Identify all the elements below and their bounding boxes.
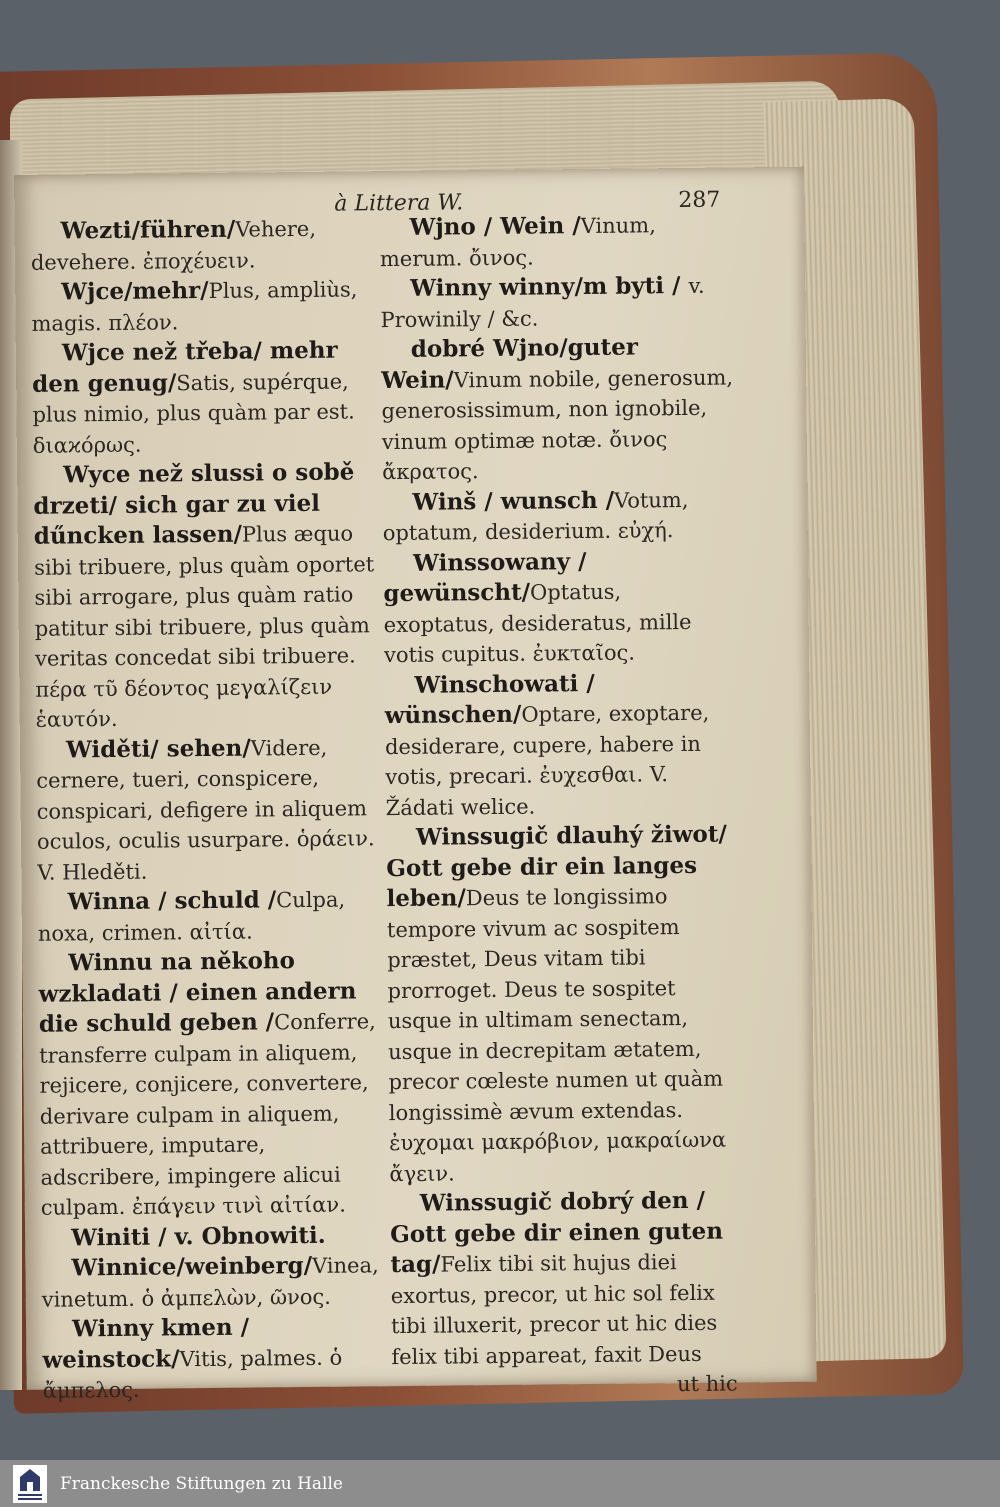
dictionary-entry [33,457,381,735]
dictionary-entry [386,819,742,1189]
dictionary-entry [379,209,732,274]
entry-text: Vinum nobile, generosum, generosissimum, non ignobile, vinum optimæ notæ. ὄινος ἄκρατος. [381,364,734,485]
dictionary-entry [36,732,383,888]
dictionary-entry [380,270,733,335]
institution-footer [0,1460,1000,1507]
headword: Wjno / Wein / [409,212,581,241]
headword: Winna / schuld / [67,886,277,916]
entry-text: Vinea, vinetum. ὁ ἀμπελὼν, ῶνος. [41,1253,379,1312]
headword: Wyce než slussi o sobě drzeti/ sich gar zu viel dűncken lassen/ [33,458,355,550]
headword: Wjce/mehr/ [61,276,209,306]
left-column [30,213,387,1406]
entry-text: Vehere, devehere. ἐποχέυειν. [30,216,317,275]
headword: Winny kmen / weinstock/ [42,1313,250,1374]
dictionary-entry [382,484,735,549]
dictionary-entry [42,1311,388,1406]
headword: Winssowany / gewünscht/ [383,547,587,608]
entry-text: Videre, cernere, tueri, conspicere, conspicari, defigere in aliquem oculos, oculis usurpare. ὁράειν. V. Hleděti. [36,735,375,885]
dictionary-entry [32,335,378,461]
entry-text: Vinum, merum. ὄινος. [379,213,656,271]
dictionary-entry [31,274,377,339]
headword: Winš / wunsch / [412,486,615,516]
entry-text: Votum, optatum, desiderium. εὐχή. [382,487,689,546]
book-page [14,167,817,1403]
entry-text: Felix tibi sit hujus diei exortus, precor, ut hic sol felix tibi illuxerit, precor ut hic dies felix tibi appareat, faxit Deus [390,1250,718,1369]
dictionary-entry [30,213,376,278]
dictionary-entry [381,331,735,487]
entry-text: Deus te longissimo tempore vivum ac sospitem præstet, Deus vitam tibi prorroget. Deus te sospitet usque in ultimam senectam, usque in decrepitam ætatem, precor cœleste numen ut quàm longissimè ævum extendas. ἐυχομαι μακρόβιον, μακραίωνα ἄγειν. [386,884,727,1186]
page-number: 287 [678,187,721,214]
entry-text: Plus, ampliùs, magis. πλέον. [31,277,358,336]
headword: Wezti/führen/ [60,215,236,245]
headword: Winschowati / wünschen/ [384,669,595,730]
headword: dobré Wjno/guter Wein/ [381,333,639,394]
entry-text: Conferre, transferre culpam in aliquem, rejicere, conjicere, convertere, derivare culpam in aliquem, attribuere, imputare, adscribere, impingere alicui culpam. ἐπάγειν τινὶ αἰτίαν. [39,1009,376,1220]
catchword: ut hic [676,1371,738,1397]
headword: Wjce než třeba/ mehr den genug/ [32,336,338,398]
institution-name: Franckesche Stiftungen zu Halle [60,1473,343,1494]
entry-text: Culpa, noxa, crimen. αἰτία. [37,887,346,946]
entry-text: Satis, supérque, plus nimio, plus quàm par est. διαϰόρως. [32,369,355,458]
entry-text: Vitis, palmes. ὁ ἄμπελος. [42,1345,343,1403]
headword: Widěti/ sehen/ [65,734,251,763]
headword: Winnu na někoho wzkladati / einen andern die schuld geben / [38,947,357,1038]
dictionary-entry [41,1250,387,1315]
headword: Winssugič dobrý den / Gott gebe dir einen guten tag/ [389,1186,724,1279]
headword: Winiti / v. Obnowiti. [70,1221,326,1251]
headword: Winny winny/m byti / [410,271,689,302]
entry-text: Optare, exoptare, desiderare, cupere, habere in votis, precari. ἐυχεσθαι. V. Žádati welice. [384,700,710,820]
dictionary-entry [384,667,738,823]
headword: Winssugič dlauhý žiwot/ Gott gebe dir ein langes leben/ [386,820,727,913]
entry-text: Optatus, exoptatus, desideratus, mille votis cupitus. ἐυκταῖος. [383,579,692,668]
dictionary-entry [390,1185,744,1372]
institution-logo-icon [10,1464,50,1504]
dictionary-entry [37,884,383,949]
entry-text: v. Prowinily / &c. [380,273,705,332]
dictionary-entry [41,1220,386,1254]
entry-text: Plus æquo sibi tribuere, plus quàm oportet sibi arrogare, plus quàm ratio patitur sibi tribuere, plus quàm veritas concedat sibi tribuere. πέρα τῦ δέοντος μεγαλίζειν ἑαυτόν. [33,521,375,732]
running-title: à Littera W. [334,190,464,217]
dictionary-entry [38,945,386,1223]
dictionary-entry [383,545,736,671]
right-column [379,209,743,1402]
headword: Winnice/weinberg/ [71,1251,313,1282]
